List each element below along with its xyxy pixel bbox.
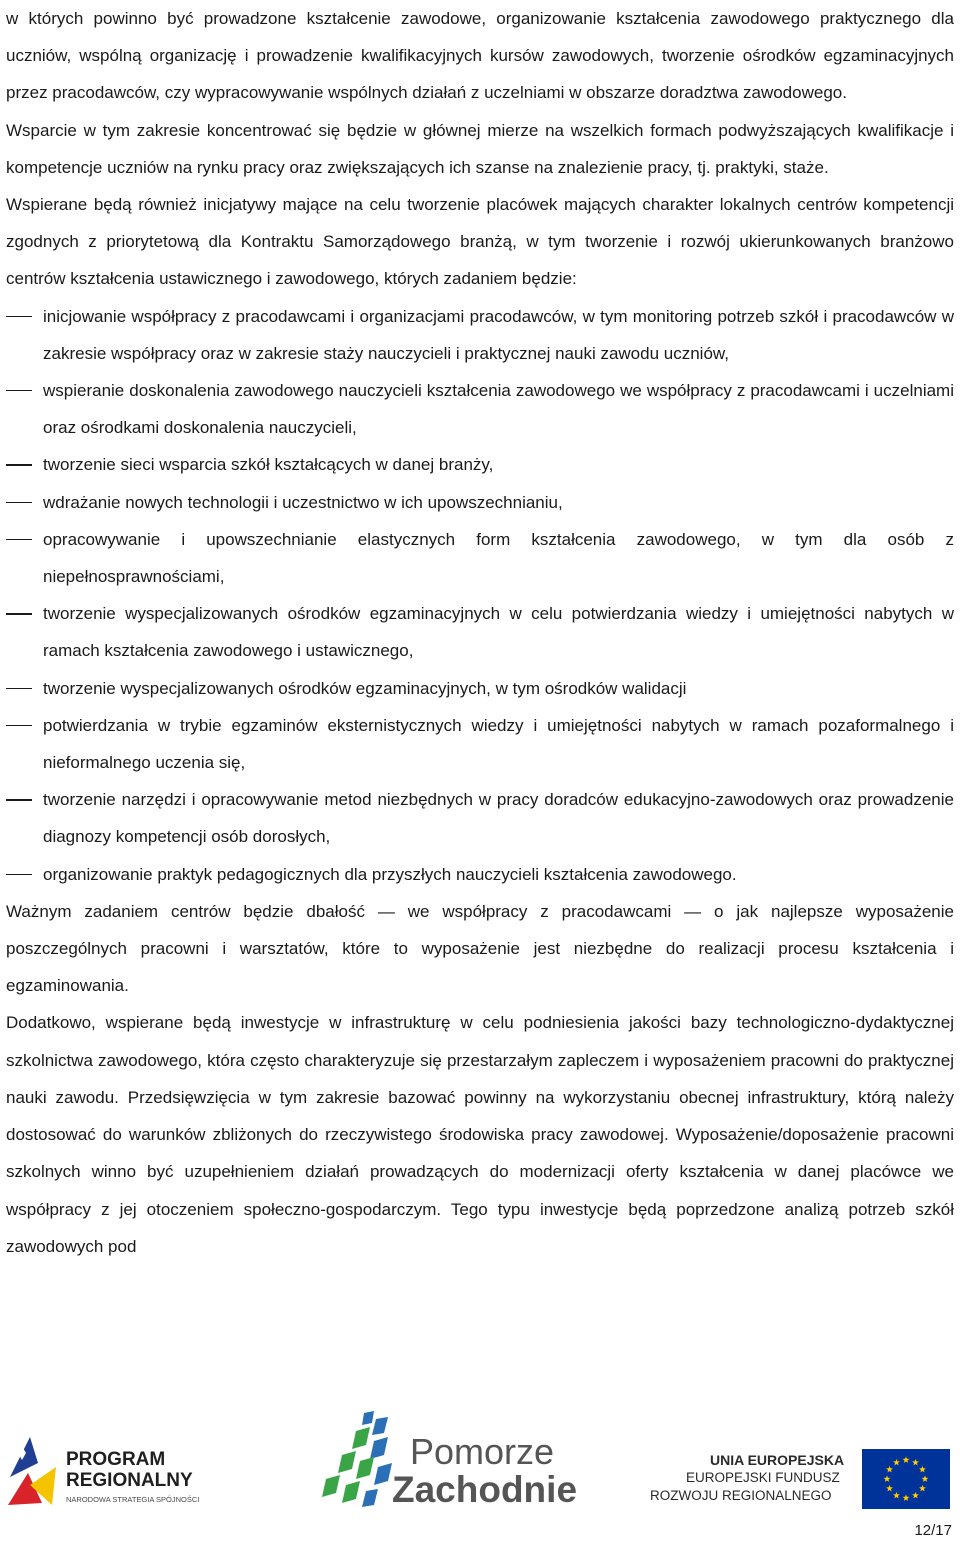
program-regionalny-emblem-icon [8, 1433, 58, 1507]
list-item [6, 595, 954, 669]
dash-bullet-icon [6, 390, 32, 391]
list-item-text: potwierdzania w trybie egzaminów eksternistycznych wiedzy i umiejętności nabytych w ramach pozaformalnego i nieformalnego uczenia się, [43, 715, 954, 773]
list-item-text: tworzenie sieci wsparcia szkół kształcących w danej branży, [43, 455, 494, 475]
eu-line2: EUROPEJSKI FUNDUSZ [686, 1470, 840, 1485]
list-item-text: tworzenie wyspecjalizowanych ośrodków egzaminacyjnych w celu potwierdzania wiedzy i umiejętności nabytych w ramach kształcenia zawodowego i ustawicznego, [43, 604, 954, 661]
list-item-text: organizowanie praktyk pedagogicznych dla przyszłych nauczycieli kształcenia zawodowego. [43, 864, 737, 884]
list-item [6, 446, 954, 483]
list-item [6, 707, 954, 781]
list-item [6, 298, 954, 372]
eu-line3: ROZWOJU REGIONALNEGO [650, 1488, 832, 1503]
dash-bullet-icon [6, 799, 32, 800]
list-item [6, 372, 954, 446]
eu-fund-logo [650, 1449, 952, 1511]
dash-bullet-icon [6, 502, 32, 503]
pomorze-emblem-icon [318, 1409, 402, 1513]
dash-bullet-icon [6, 464, 32, 465]
list-item-text: opracowywanie i upowszechnianie elastycznych form kształcenia zawodowego, w tym dla osób z niepełnosprawnościami, [43, 529, 954, 587]
eu-line1: UNIA EUROPEJSKA [710, 1452, 845, 1468]
paragraph: Ważnym zadaniem centrów będzie dbałość — we współpracy z pracodawcami — o jak najlepsze wyposażenie poszczególnych pracowni i warsztatów, które to wyposażenie jest niezbędne do realizacji procesu kształcenia i egzaminowania. [6, 901, 954, 996]
pomorze-line2: Zachodnie [392, 1469, 578, 1510]
paragraph: Wsparcie w tym zakresie koncentrować się będzie w głównej mierze na wszelkich formach podwyższających kwalifikacje i kompetencje uczniów na rynku pracy oraz zwiększających ich szanse na znalezienie pracy, tj. praktyki, staże. [6, 120, 954, 177]
list-item-text: inicjowanie współpracy z pracodawcami i organizacjami pracodawców, w tym monitoring potrzeb szkół i pracodawców w zakresie współpracy oraz w zakresie staży nauczycieli i praktycznej nauki zawodu uczniów, [43, 306, 954, 363]
list-item-text: wspieranie doskonalenia zawodowego nauczycieli kształcenia zawodowego we współpracy z pracodawcami i uczelniami oraz ośrodkami doskonalenia nauczycieli, [43, 381, 954, 438]
list-item [6, 521, 954, 595]
dash-bullet-icon [6, 613, 32, 614]
page-number: 12/17 [914, 1522, 952, 1539]
list-item [6, 670, 954, 707]
program-line1: PROGRAM [66, 1449, 166, 1470]
list-item-text: tworzenie narzędzi i opracowywanie metod niezbędnych w pracy doradców edukacyjno-zawodowych oraz prowadzenie diagnozy kompetencji osób dorosłych, [43, 790, 954, 847]
dash-bullet-icon [6, 688, 32, 689]
program-line3: NARODOWA STRATEGIA SPÓJNOŚCI [66, 1495, 200, 1504]
dash-bullet-icon [6, 316, 32, 317]
paragraph: w których powinno być prowadzone kształcenie zawodowe, organizowanie kształcenia zawodowego praktycznego dla uczniów, wspólną organizację i prowadzenie kwalifikacyjnych kursów zawodowych, tworzenie ośrodków egzaminacyjnych przez pracodawców, czy wypracowywanie wspólnych działań z uczelniami w obszarze doradztwa zawodowego. [6, 9, 954, 103]
list-item-text: wdrażanie nowych technologii i uczestnictwo w ich upowszechnianiu, [43, 492, 563, 512]
list-item [6, 856, 954, 893]
list-item-text: tworzenie wyspecjalizowanych ośrodków egzaminacyjnych, w tym ośrodków walidacji [43, 678, 687, 698]
dash-bullet-icon [6, 874, 32, 875]
document-body [6, 0, 954, 1265]
pomorze-line1: Pomorze [410, 1431, 555, 1472]
task-list [6, 298, 954, 893]
footer-logos [0, 1405, 960, 1513]
program-line2: REGIONALNY [66, 1470, 193, 1491]
dash-bullet-icon [6, 539, 32, 540]
paragraph: Wspierane będą również inicjatywy mające na celu tworzenie placówek mających charakter lokalnych centrów kompetencji zgodnych z priorytetową dla Kontraktu Samorządowego branżą, w tym tworzenie i rozwój ukierunkowanych branżowo centrów kształcenia ustawicznego i zawodowego, których zadaniem będzie: [6, 195, 954, 289]
program-regionalny-logo [8, 1433, 248, 1507]
eu-flag-icon [862, 1449, 950, 1509]
list-item [6, 484, 954, 521]
dash-bullet-icon [6, 725, 32, 726]
pomorze-zachodnie-logo [318, 1409, 578, 1513]
list-item [6, 781, 954, 855]
paragraph: Dodatkowo, wspierane będą inwestycje w infrastrukturę w celu podniesienia jakości bazy technologiczno-dydaktycznej szkolnictwa zawodowego, która często charakteryzuje się przestarzałym zapleczem i wyposażeniem pracowni do praktycznej nauki zawodu. Przedsięwzięcia w tym zakresie bazować powinny na wykorzystaniu obecnej infrastruktury, którą należy dostosować do warunków zbliżonych do rzeczywistego środowiska pracy zawodowej. Wyposażenie/doposażenie pracowni szkolnych winno być uzupełnieniem działań prowadzących do modernizacji oferty kształcenia w danej placówce we współpracy z jej otoczeniem społeczno-gospodarczym. Tego typu inwestycje będą poprzedzone analizą potrzeb szkół zawodowych pod [6, 1013, 954, 1256]
